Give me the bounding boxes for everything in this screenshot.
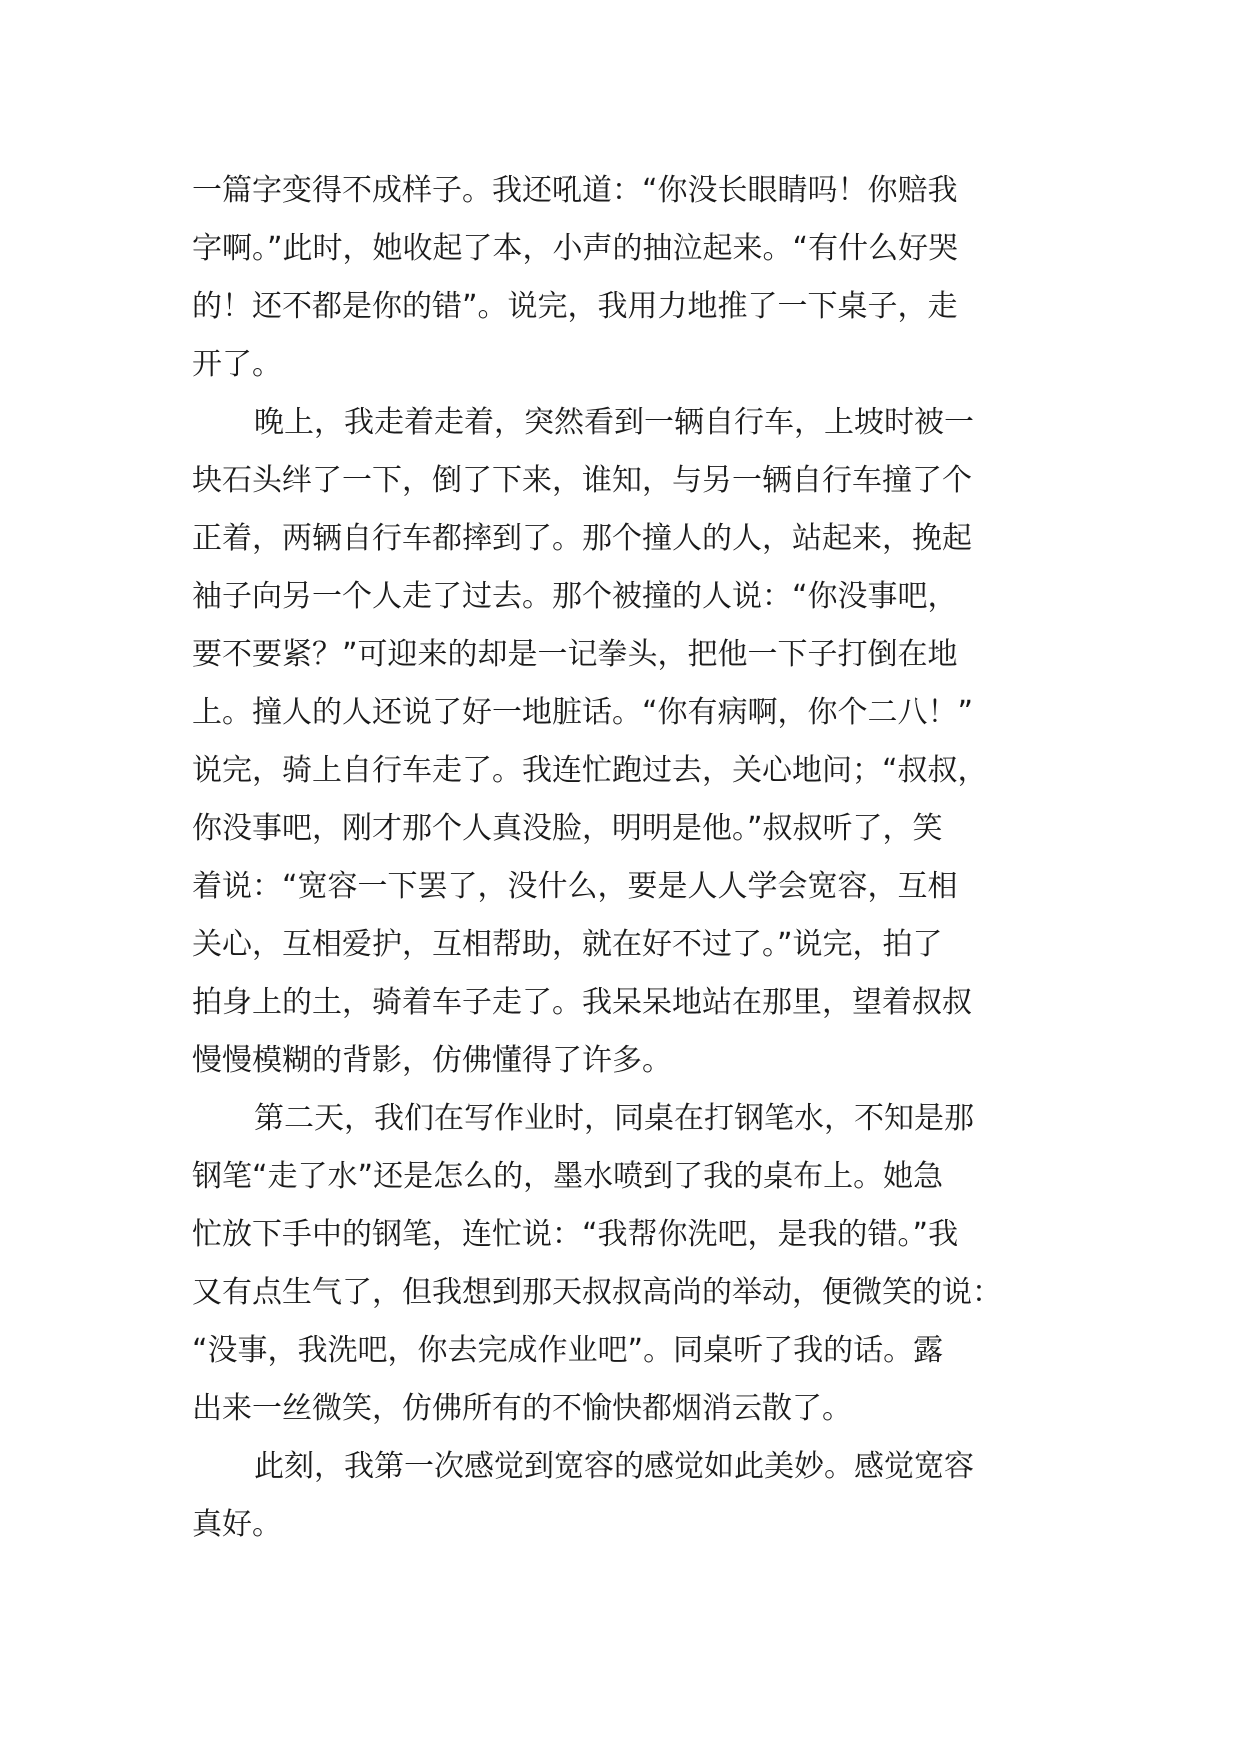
text-line: 正着，两辆自行车都摔到了。那个撞人的人，站起来，挽起 xyxy=(192,521,972,556)
text-line: 块石头绊了一下，倒了下来，谁知，与另一辆自行车撞了个 xyxy=(192,463,972,498)
text-line: 第二天，我们在写作业时，同桌在打钢笔水，不知是那 xyxy=(254,1101,974,1136)
text-line: 晚上，我走着走着，突然看到一辆自行车，上坡时被一 xyxy=(254,405,974,440)
text-line: 字啊。”此时，她收起了本，小声的抽泣起来。“有什么好哭 xyxy=(192,231,959,266)
text-line: 出来一丝微笑，仿佛所有的不愉快都烟消云散了。 xyxy=(192,1391,852,1426)
text-line: 开了。 xyxy=(192,347,282,382)
text-line: 关心，互相爱护，互相帮助，就在好不过了。”说完，拍了 xyxy=(192,927,943,962)
text-line: 忙放下手中的钢笔，连忙说：“我帮你洗吧，是我的错。”我 xyxy=(192,1217,959,1252)
text-line: 真好。 xyxy=(192,1507,282,1542)
text-line: 的！还不都是你的错”。说完，我用力地推了一下桌子，走 xyxy=(192,289,958,324)
text-line: 又有点生气了，但我想到那天叔叔高尚的举动，便微笑的说： xyxy=(192,1275,1002,1310)
text-line: 你没事吧，刚才那个人真没脸，明明是他。”叔叔听了，笑 xyxy=(192,811,943,846)
text-line: 慢慢模糊的背影，仿佛懂得了许多。 xyxy=(192,1043,672,1078)
text-line: 袖子向另一个人走了过去。那个被撞的人说：“你没事吧， xyxy=(192,579,958,614)
text-line: 要不要紧？”可迎来的却是一记拳头，把他一下子打倒在地 xyxy=(192,637,958,672)
text-line: 此刻，我第一次感觉到宽容的感觉如此美妙。感觉宽容 xyxy=(254,1449,974,1484)
text-line: 上。撞人的人还说了好一地脏话。“你有病啊，你个二八！” xyxy=(192,695,974,730)
text-line: 钢笔“走了水”还是怎么的，墨水喷到了我的桌布上。她急 xyxy=(192,1159,944,1194)
text-line: 着说：“宽容一下罢了，没什么，要是人人学会宽容，互相 xyxy=(192,869,958,904)
text-line: 拍身上的土，骑着车子走了。我呆呆地站在那里，望着叔叔 xyxy=(192,985,972,1020)
text-line: “没事，我洗吧，你去完成作业吧”。同桌听了我的话。露 xyxy=(192,1333,944,1368)
essay-text xyxy=(192,162,1052,1554)
text-line: 说完，骑上自行车走了。我连忙跑过去，关心地问；“叔叔， xyxy=(192,753,988,788)
text-line: 一篇字变得不成样子。我还吼道：“你没长眼睛吗！你赔我 xyxy=(192,173,958,208)
